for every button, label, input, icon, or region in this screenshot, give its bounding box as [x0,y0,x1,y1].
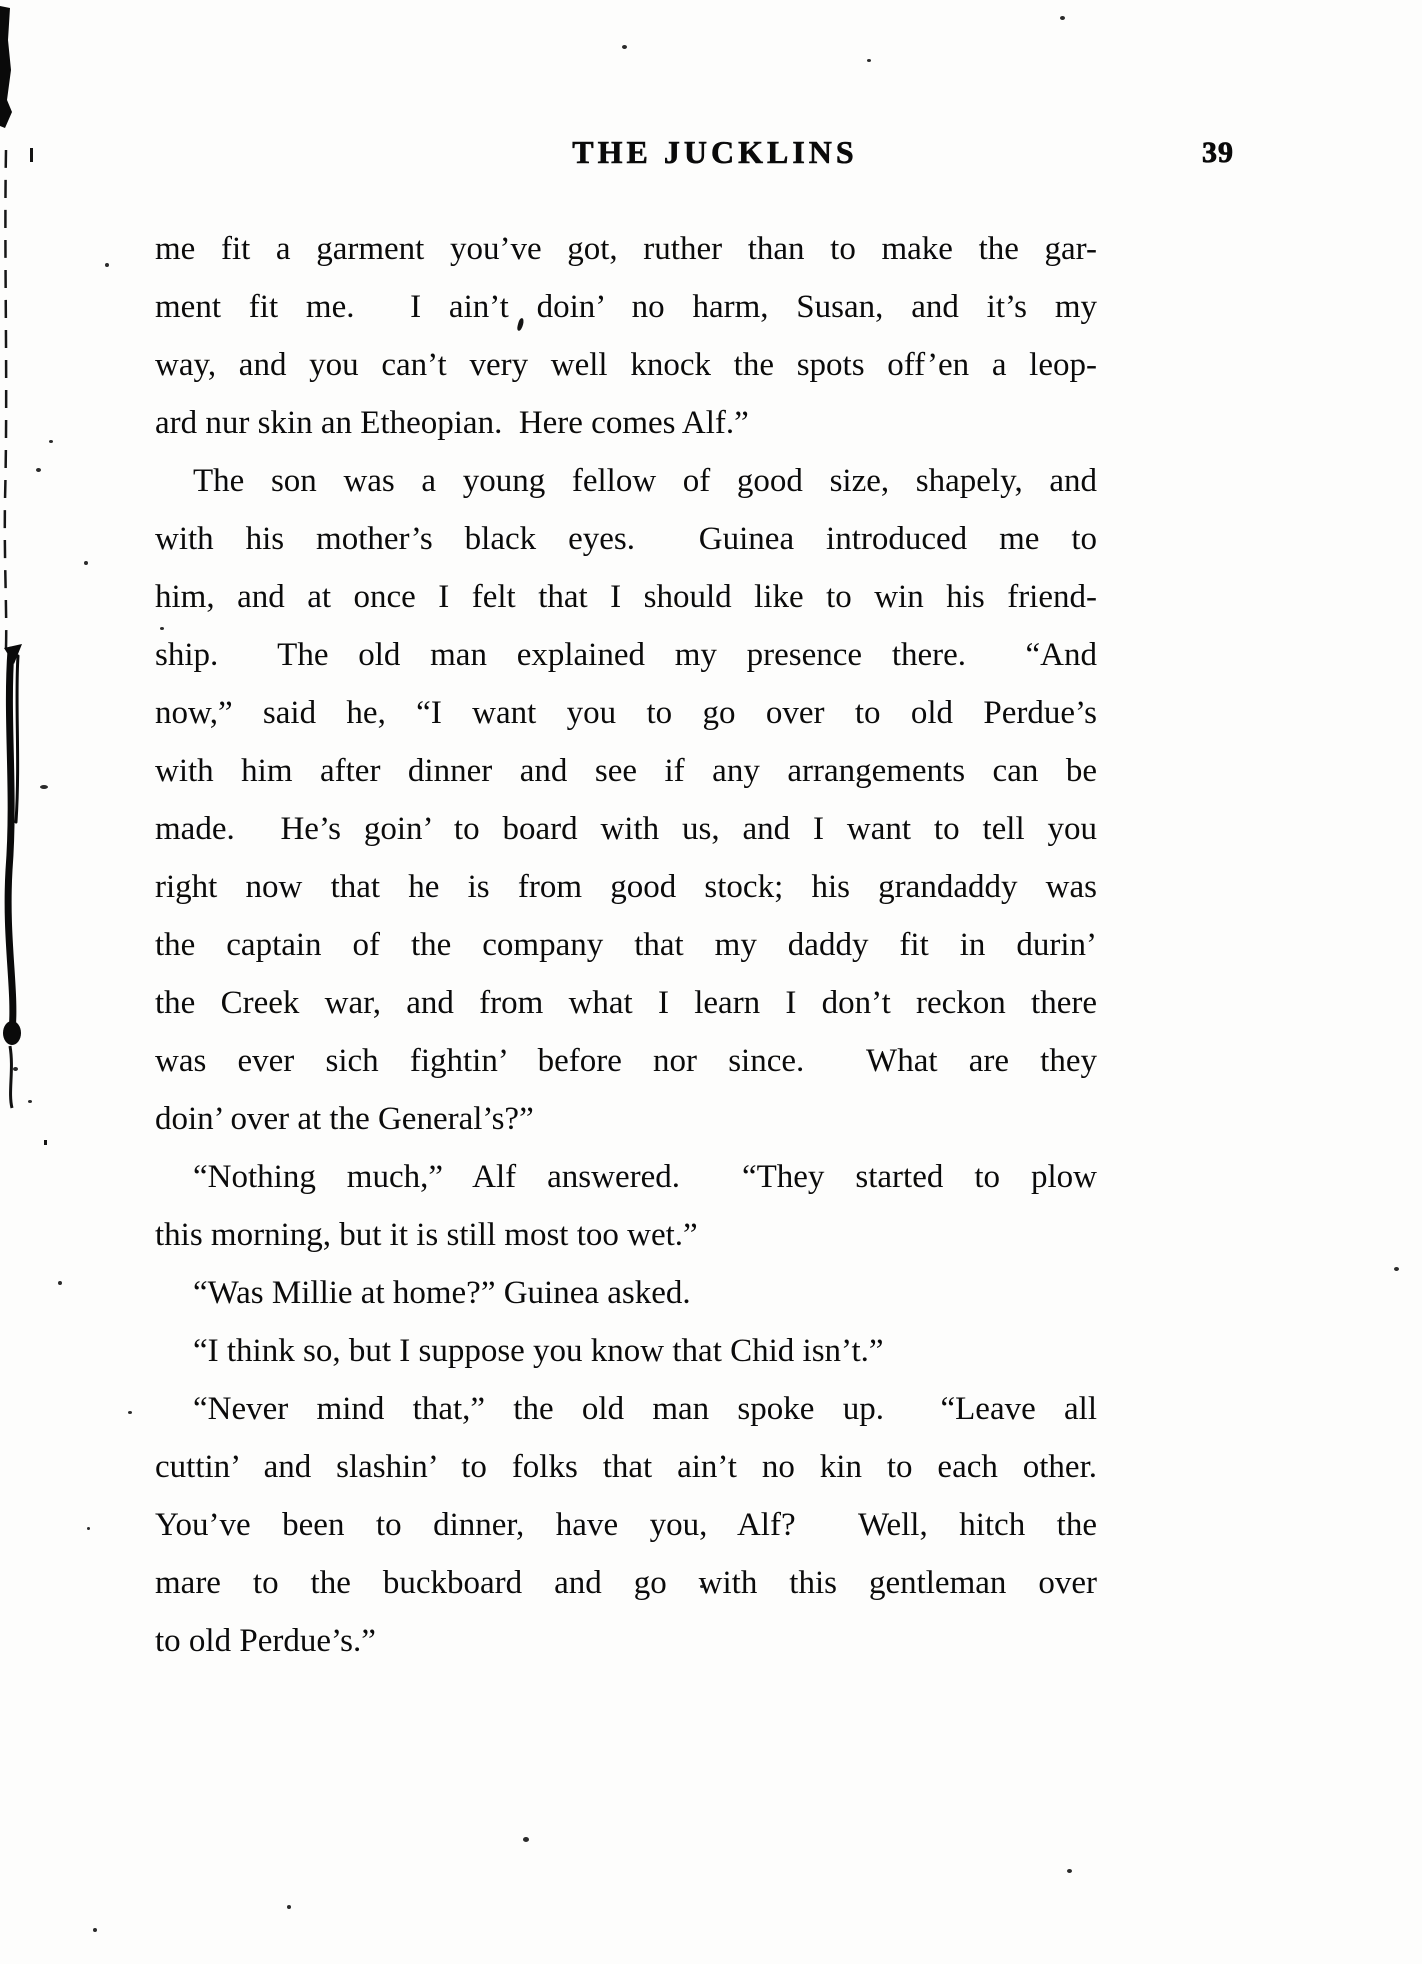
text-line: The son was a young fellow of good size, shapely, and [193,463,1097,499]
text-line: made. He’s goin’ to board with us, and I want to tell you [155,811,1097,847]
ink-speck [87,1527,90,1530]
ink-speck [49,440,53,443]
text-line: You’ve been to dinner, have you, Alf? Well, hitch the [155,1507,1097,1543]
text-line: ment fit me. I ain’t doin’ no harm, Susan, and it’s my [155,289,1097,325]
text-line: ard nur skin an Etheopian. Here comes Alf.” [155,405,749,441]
page-number: 39 [1202,136,1234,169]
text-line: with him after dinner and see if any arrangements can be [155,753,1097,789]
ink-speck [93,1928,97,1932]
running-title: THE JUCKLINS [572,134,858,170]
text-line: right now that he is from good stock; his grandaddy was [155,869,1097,905]
text-line: him, and at once I felt that I should like to win his friend- [155,579,1097,615]
text-line: the captain of the company that my daddy fit in durin’ [155,927,1097,963]
ink-speck [1394,1267,1399,1271]
paragraph [155,1264,1097,1322]
ink-speck [40,785,48,789]
ink-speck [128,1411,132,1414]
text-line: “Was Millie at home?” Guinea asked. [193,1275,691,1311]
text-line: now,” said he, “I want you to go over to old Perdue’s [155,695,1097,731]
text-line: was ever sich fightin’ before nor since. What are they [155,1043,1097,1079]
scan-tick [44,1140,47,1145]
ink-speck [1067,1869,1072,1873]
text-line: to old Perdue’s.” [155,1623,376,1659]
text-line: me fit a garment you’ve got, ruther than to make the gar- [155,231,1097,267]
page-body [155,220,1097,1670]
text-line: “I think so, but I suppose you know that Chid isn’t.” [193,1333,884,1369]
ink-speck [84,561,88,565]
scan-tick [30,148,33,162]
text-line: mare to the buckboard and go with this gentleman over [155,1565,1097,1601]
ink-speck [13,1067,18,1071]
ink-speck [523,1837,529,1842]
text-line: “Nothing much,” Alf answered. “They started to plow [193,1159,1097,1195]
text-line: the Creek war, and from what I learn I don’t reckon there [155,985,1097,1021]
paragraph [155,452,1097,1148]
scan-gutter-artifact [0,0,70,1964]
text-line: doin’ over at the General’s?” [155,1101,534,1137]
text-line: “Never mind that,” the old man spoke up. “Leave all [193,1391,1097,1427]
ink-speck [1060,16,1065,20]
text-line: with his mother’s black eyes. Guinea introduced me to [155,521,1097,557]
text-line: ship. The old man explained my presence there. “And [155,637,1097,673]
text-line: way, and you can’t very well knock the spots off’en a leop- [155,347,1097,383]
text-line: cuttin’ and slashin’ to folks that ain’t no kin to each other. [155,1449,1097,1485]
ink-speck [36,468,41,472]
paragraph [155,1322,1097,1380]
paragraph [155,220,1097,452]
ink-speck [105,263,109,267]
paragraph [155,1380,1097,1670]
paragraph [155,1148,1097,1264]
ink-speck [58,1281,62,1285]
ink-speck [622,45,627,49]
ink-speck [287,1905,291,1909]
ink-speck [28,1100,32,1103]
text-line: this morning, but it is still most too wet.” [155,1217,698,1253]
ink-speck [867,59,871,62]
